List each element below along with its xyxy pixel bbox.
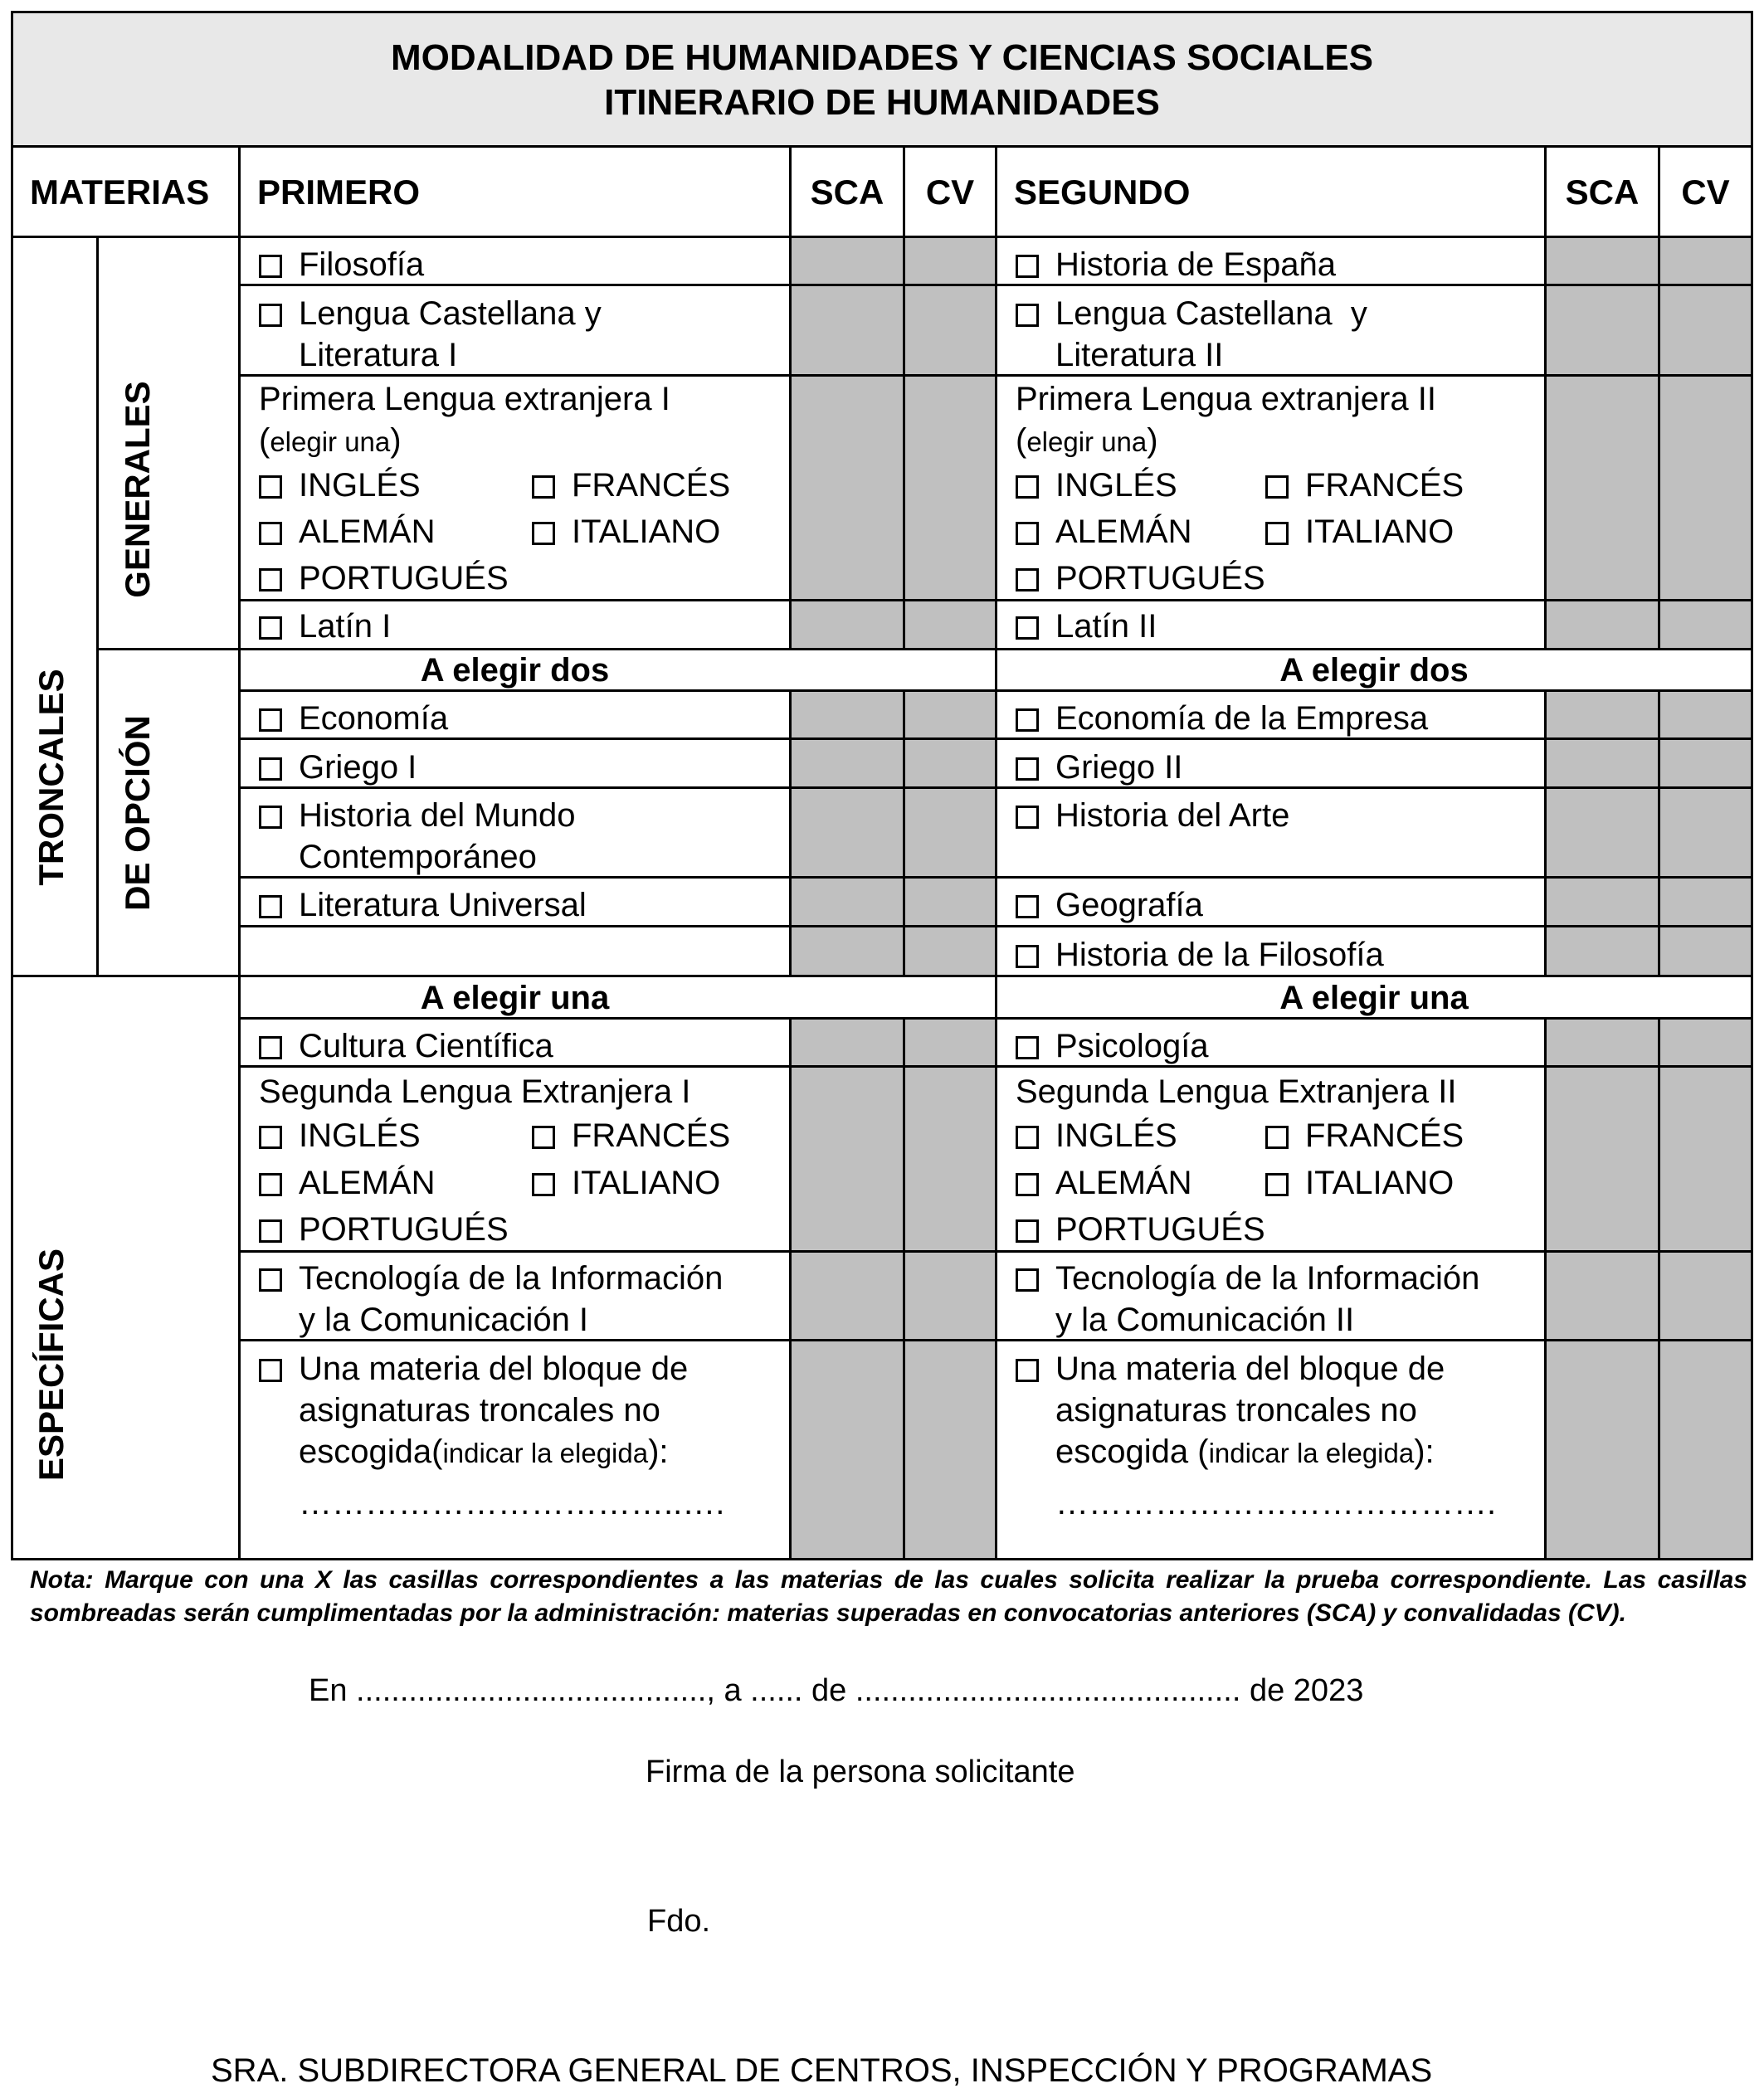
vline-sca2-b [1544, 689, 1547, 976]
checkbox[interactable] [259, 1126, 282, 1149]
place-date-line[interactable]: En ........................................, a ...... de ............................................ de 2023 [309, 1673, 1364, 1708]
subject-label: Historia de la Filosofía [1055, 937, 1384, 973]
option-portugues-2[interactable] [1016, 557, 1265, 599]
checkbox[interactable] [259, 522, 282, 545]
subject-psicologia[interactable] [1016, 1025, 1209, 1067]
checkbox[interactable] [259, 1268, 282, 1292]
option-italiano-1[interactable] [532, 511, 720, 552]
col-sca-2: SCA [1565, 173, 1640, 212]
subject-una-materia-1-cont: asignaturas troncales no [299, 1392, 660, 1429]
checkbox[interactable] [259, 475, 282, 499]
checkbox[interactable] [1016, 1268, 1039, 1292]
checkbox[interactable] [259, 757, 282, 781]
subject-historia-arte[interactable] [1016, 795, 1289, 836]
opcion-heading-2: A elegir dos [1279, 652, 1469, 689]
elegir-una-hint-1 [259, 420, 402, 463]
option-aleman-3[interactable] [259, 1162, 436, 1204]
vline-sca1-b [789, 689, 792, 976]
checkbox[interactable] [1016, 522, 1039, 545]
subject-label: Lengua Castellana y [299, 295, 602, 332]
option-aleman-2[interactable] [1016, 511, 1192, 552]
subject-label: Griego II [1055, 749, 1183, 786]
opcion-heading-1: A elegir dos [420, 652, 610, 689]
checkbox[interactable] [1265, 1126, 1289, 1149]
group-troncales: TRONCALES [32, 669, 71, 886]
especificas-heading-1: A elegir una [420, 980, 610, 1016]
subject-label: Tecnología de la Información [299, 1260, 724, 1297]
checkbox[interactable] [259, 304, 282, 327]
vline-cv2-b [1658, 689, 1660, 976]
rule-title [11, 145, 1753, 148]
close-colon: ): [1414, 1434, 1435, 1470]
subject-tic-2-cont: y la Comunicación II [1055, 1302, 1355, 1338]
subject-label: Literatura Universal [299, 887, 587, 923]
vline-cv1-c [903, 1017, 905, 1560]
vline-group-split [96, 236, 99, 976]
segunda-lengua-1-label: Segunda Lengua Extranjera I [259, 1073, 691, 1110]
option-label: ALEMÁN [1055, 514, 1192, 550]
subject-griego-1[interactable] [259, 747, 417, 788]
option-portugues-1[interactable] [259, 557, 509, 599]
subject-una-materia-1[interactable] [259, 1348, 688, 1390]
checkbox[interactable] [259, 1173, 282, 1196]
especificas-heading-2: A elegir una [1279, 980, 1469, 1016]
subject-historia-mundo[interactable] [259, 795, 576, 836]
option-italiano-3[interactable] [532, 1162, 720, 1204]
option-label: ALEMÁN [299, 1165, 436, 1201]
subject-label: Una materia del bloque de [1055, 1351, 1445, 1387]
option-label: ITALIANO [572, 514, 721, 550]
fdo-label[interactable]: Fdo. [647, 1904, 711, 1939]
subject-historia-mundo-cont: Contemporáneo [299, 839, 537, 875]
checkbox[interactable] [1016, 1036, 1039, 1059]
escogida-text: escogida ( [1055, 1434, 1209, 1470]
checkbox[interactable] [1265, 522, 1289, 545]
title-line-2: ITINERARIO DE HUMANIDADES [604, 82, 1160, 123]
subject-economia-empresa[interactable] [1016, 698, 1428, 739]
checkbox[interactable] [532, 475, 555, 499]
vline-cv1-a [903, 145, 905, 650]
option-label: FRANCÉS [572, 467, 731, 504]
subject-tic-1-cont: y la Comunicación I [299, 1302, 589, 1338]
option-label: PORTUGUÉS [299, 1211, 509, 1248]
fill-in-line-2[interactable]: …………………………………. [1055, 1485, 1497, 1521]
checkbox[interactable] [259, 1219, 282, 1243]
subject-lengua-1-cont: Literatura I [299, 337, 458, 373]
segunda-lengua-2-label: Segunda Lengua Extranjera II [1016, 1073, 1457, 1110]
checkbox[interactable] [1016, 806, 1039, 829]
checkbox[interactable] [532, 522, 555, 545]
subject-geografia[interactable] [1016, 884, 1203, 926]
checkbox[interactable] [1016, 568, 1039, 591]
fill-in-line-1[interactable]: ……………………………..…. [299, 1485, 725, 1521]
close-colon: ): [648, 1434, 669, 1470]
checkbox[interactable] [259, 708, 282, 732]
addressee: SRA. SUBDIRECTORA GENERAL DE CENTROS, INSPECCIÓN Y PROGRAMAS [211, 2052, 1433, 2089]
option-aleman-4[interactable] [1016, 1162, 1192, 1204]
checkbox[interactable] [1016, 475, 1039, 499]
col-materias: MATERIAS [30, 173, 210, 212]
group-generales: GENERALES [118, 381, 157, 598]
checkbox[interactable] [259, 1036, 282, 1059]
indicar-text: indicar la elegida [442, 1438, 649, 1468]
rule-colhead [11, 236, 1753, 238]
option-label: PORTUGUÉS [1055, 1211, 1265, 1248]
col-segundo: SEGUNDO [1014, 173, 1191, 212]
primera-lengua-1-label: Primera Lengua extranjera I [259, 381, 670, 417]
note-text: Nota: Marque con una X las casillas correspondientes a las materias de las cuales solicita realizar la prueba correspondiente. Las casillas sombreadas serán cumplimentadas por la administración: materias superadas en convocatorias anteriores (SCA) y convalidadas (CV). [30, 1566, 1747, 1627]
group-especificas: ESPECÍFICAS [32, 1248, 71, 1482]
option-portugues-3[interactable] [259, 1209, 509, 1250]
subject-griego-2[interactable] [1016, 747, 1182, 788]
vline-cv1-b [903, 689, 905, 976]
subject-latin-1[interactable] [259, 606, 391, 647]
checkbox[interactable] [1016, 1173, 1039, 1196]
option-label: ALEMÁN [1055, 1165, 1192, 1201]
checkbox[interactable] [259, 806, 282, 829]
subject-economia[interactable] [259, 698, 448, 739]
checkbox[interactable] [1016, 255, 1039, 278]
hint-text: elegir una [1026, 426, 1148, 457]
vline-materias [238, 145, 241, 1560]
checkbox[interactable] [1016, 304, 1039, 327]
hint-text: elegir una [270, 426, 391, 457]
vline-sca1-a [789, 145, 792, 650]
checkbox[interactable] [259, 616, 282, 640]
subject-label: Lengua Castellana y [1055, 295, 1367, 332]
checkbox[interactable] [259, 568, 282, 591]
subject-label: Tecnología de la Información [1055, 1260, 1480, 1297]
checkbox[interactable] [1016, 895, 1039, 918]
checkbox[interactable] [1016, 616, 1039, 640]
subject-label: Historia de España [1055, 246, 1336, 283]
subject-tic-2[interactable] [1016, 1258, 1479, 1299]
option-frances-1[interactable] [532, 465, 730, 506]
primera-lengua-2-label: Primera Lengua extranjera II [1016, 381, 1436, 417]
subject-label: Latín II [1055, 608, 1157, 645]
option-ingles-1[interactable] [259, 465, 421, 506]
option-label: FRANCÉS [1305, 1117, 1464, 1154]
checkbox[interactable] [1016, 757, 1039, 781]
vline-cv2-a [1658, 145, 1660, 650]
subject-label: Griego I [299, 749, 417, 786]
option-label: ITALIANO [1305, 514, 1455, 550]
option-frances-4[interactable] [1265, 1115, 1464, 1156]
subject-label: Latín I [299, 608, 392, 645]
paren-close: ) [1147, 422, 1158, 459]
checkbox[interactable] [532, 1126, 555, 1149]
subject-tic-1[interactable] [259, 1258, 723, 1299]
option-label: PORTUGUÉS [1055, 560, 1265, 596]
signature-label: Firma de la persona solicitante [646, 1755, 1075, 1789]
checkbox[interactable] [1016, 1359, 1039, 1382]
subject-latin-2[interactable] [1016, 606, 1157, 647]
indicar-text: indicar la elegida [1208, 1438, 1415, 1468]
option-label: INGLÉS [299, 1117, 421, 1154]
checkbox[interactable] [1016, 708, 1039, 732]
option-label: INGLÉS [299, 467, 421, 504]
vline-segundo [995, 145, 997, 1560]
subject-label: Cultura Científica [299, 1028, 553, 1064]
option-ingles-3[interactable] [259, 1115, 421, 1156]
col-cv-1: CV [925, 173, 975, 212]
option-italiano-4[interactable] [1265, 1162, 1454, 1204]
subject-historia-filosofia[interactable] [1016, 934, 1384, 976]
subject-label: Economía [299, 700, 449, 737]
subject-una-materia-2-cont: asignaturas troncales no [1055, 1392, 1417, 1429]
group-de-opcion: DE OPCIÓN [118, 715, 157, 911]
option-label: ITALIANO [572, 1165, 721, 1201]
paren-close: ) [390, 422, 402, 459]
checkbox[interactable] [1016, 1219, 1039, 1243]
subject-label: Historia del Mundo [299, 797, 576, 834]
col-cv-2: CV [1681, 173, 1730, 212]
option-frances-2[interactable] [1265, 465, 1464, 506]
vline-sca1-c [789, 1017, 792, 1560]
option-ingles-2[interactable] [1016, 465, 1177, 506]
subject-label: Geografía [1055, 887, 1203, 923]
subject-label: Filosofía [299, 246, 425, 283]
subject-una-materia-2[interactable] [1016, 1348, 1445, 1390]
option-italiano-2[interactable] [1265, 511, 1454, 552]
subject-literatura-universal[interactable] [259, 884, 587, 926]
col-sca-1: SCA [810, 173, 884, 212]
subject-una-materia-1-escogida [299, 1431, 669, 1474]
subject-label: Una materia del bloque de [299, 1351, 689, 1387]
checkbox[interactable] [259, 1359, 282, 1382]
checkbox[interactable] [1016, 1126, 1039, 1149]
subject-lengua-2[interactable] [1016, 293, 1367, 334]
escogida-text: escogida( [299, 1434, 443, 1470]
option-label: PORTUGUÉS [299, 560, 509, 596]
checkbox[interactable] [1016, 945, 1039, 968]
rule-troncales-end [11, 975, 1753, 977]
option-label: INGLÉS [1055, 1117, 1177, 1154]
subject-filosofia[interactable] [259, 244, 424, 285]
paren-open: ( [1016, 422, 1027, 459]
option-aleman-1[interactable] [259, 511, 436, 552]
title-line-1: MODALIDAD DE HUMANIDADES Y CIENCIAS SOCIALES [390, 37, 1374, 78]
option-label: ITALIANO [1305, 1165, 1455, 1201]
option-label: FRANCÉS [1305, 467, 1464, 504]
checkbox[interactable] [259, 255, 282, 278]
col-primero: PRIMERO [257, 173, 421, 212]
subject-lengua-2-cont: Literatura II [1055, 337, 1224, 373]
checkbox[interactable] [259, 895, 282, 918]
option-ingles-4[interactable] [1016, 1115, 1177, 1156]
checkbox[interactable] [1265, 475, 1289, 499]
option-label: FRANCÉS [572, 1117, 731, 1154]
subject-lengua-1[interactable] [259, 293, 602, 334]
vline-sca2-a [1544, 145, 1547, 650]
subject-label: Economía de la Empresa [1055, 700, 1429, 737]
subject-label: Historia del Arte [1055, 797, 1290, 834]
checkbox[interactable] [532, 1173, 555, 1196]
option-portugues-4[interactable] [1016, 1209, 1265, 1250]
option-frances-3[interactable] [532, 1115, 730, 1156]
subject-cultura-cientifica[interactable] [259, 1025, 553, 1067]
vline-sca2-c [1544, 1017, 1547, 1560]
subject-label: Psicología [1055, 1028, 1209, 1064]
paren-open: ( [259, 422, 270, 459]
vline-cv2-c [1658, 1017, 1660, 1560]
option-label: ALEMÁN [299, 514, 436, 550]
elegir-una-hint-2 [1016, 420, 1158, 463]
subject-una-materia-2-escogida [1055, 1431, 1435, 1474]
checkbox[interactable] [1265, 1173, 1289, 1196]
subject-historia-espana[interactable] [1016, 244, 1336, 285]
option-label: INGLÉS [1055, 467, 1177, 504]
